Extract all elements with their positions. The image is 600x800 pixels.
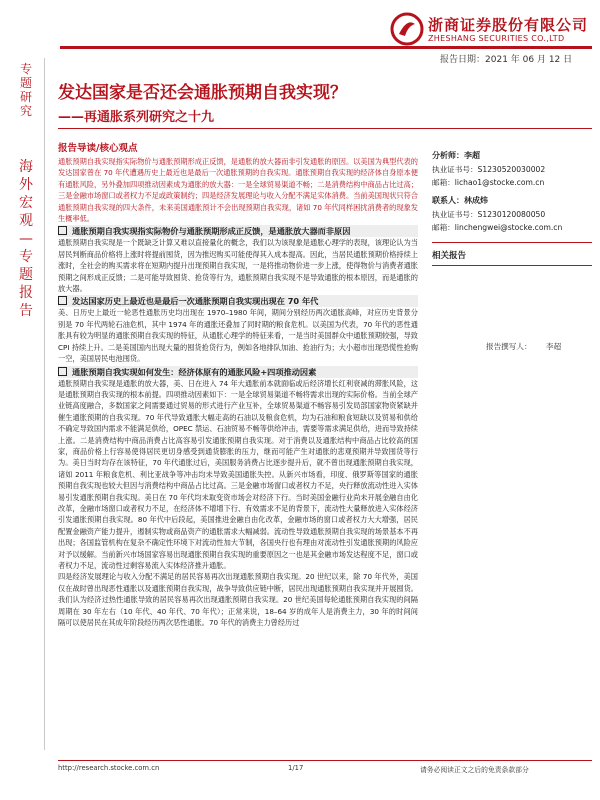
author-label: 报告撰写人： — [486, 342, 532, 351]
company-name-cn: 浙商证券股份有限公司 — [428, 16, 589, 34]
section-1-heading — [58, 225, 418, 237]
company-logo — [390, 10, 590, 50]
report-date-value: 2021 年 06 月 12 日 — [485, 55, 573, 65]
report-date — [440, 52, 572, 65]
analyst-cert: 执业证书号：S1230520030002 — [432, 165, 546, 174]
related-reports-title: 相关报告 — [432, 251, 467, 261]
section-2-heading — [58, 295, 418, 307]
checkbox-square-icon — [58, 226, 67, 235]
report-subtitle: ——再通胀系列研究之十九 — [58, 110, 215, 125]
section-3-text: 通胀预期自我实现是通胀的放大器，美、日在进入 74 年大通胀前本就面临或后经济增长红利衰减的滞胀风险，这是通胀预期自我实现的根本前提。四项推动因素如下：一是全球贸易渠道不畅将需求出现的实际价格。当前全球产业链高度融合，多数国家之间需要通过贸易的形式进行产业互补，全球贸易渠道不畅容易引发局部国家物资紧缺并催生通胀预期的自我实现。70 年代导致通胀大幅走高的石油以及粮食危机，均为石油和粮食短缺以及贸易和供给不确定导致国内需求不能满足供给，OPEC 禁运、石油贸易不畅等供给冲击，需要等需求满足供给，进而导致持续上涨。二是消费结构中商品消费占比高容易引发通胀预期自我实现。对于消费以及通胀结构中商品占比较高的国家，商品价格上行容易使得居民更切身感受到通货膨胀的压力，继而可能产生对通胀的悲观预期并导致囤货等行为。美日当时均存在该特征，70 年代通胀过后，美国服务消费占比逐步提升后，就不曾出现通胀预期自我实现，诸如 2011 年粮食危机、利比亚战争等冲击均未导致美国通胀失控。从新兴市场看，印度、俄罗斯等国家的通胀预期自我实现也较大但因与消费结构中商品占比过高。三是金融市场窗口或者权力不足，央行释放流动性进入实体易引发通胀预期自我实现。美日在 70 年代均未取变资市场会对经济下行。当时美国金融行业尚未开展金融自由化改革，金融市场窗口或者权力不足，在经济体不增增下行、有效需求不足的背景下，流动性大量释放进入实体经济引发通胀预期自我实现。80 年代中后段起，美国推进金融自由化改革，金融市场的窗口或者权力大大增强，居民配置金融资产能力提升，遏制实物或商品资产的通胀需求大幅减弱。流动性导致通胀预期自我实现的场景基本不再出现；各国监管机构在复杂不确定性环境下对流动性加大节制，各国央行也有理由对流动性引发通胀预期的风险应对予以缓解。当前新兴市场国家容易出现通胀预期自我实现的重要原因之一也是其金融市场发达程度不足，窗口或者权力不足，流动性过剩容易流入实体经济推升通胀。 — [58, 378, 418, 570]
section-1-heading-text: 通胀预期自我实现指实际物价与通胀预期形成正反馈，是通胀放大器而非原因 — [72, 226, 351, 237]
panel-divider — [432, 242, 592, 243]
section-3-heading — [58, 366, 418, 378]
report-title: 发达国家是否还会通胀预期自我实现？ — [58, 83, 347, 103]
section-2-heading-text: 发达国家历史上最近也是最后一次通胀预期自我实现出现在 70 年代 — [72, 296, 319, 307]
title-divider — [58, 128, 592, 129]
checkbox-square-icon — [58, 296, 67, 305]
section-4-text: 四是经济发展理论与收入分配不满足的居民容易再次出现通胀预期自我实现。20 世纪以来，除 70 年代外，美国仅在战时曾出现恶性通胀以及通胀预期自我实现，战争导致供应链中断，居民出现通胀预期自我实现并开展囤货。我们认为经济过热性通胀导致的居民容易再次出现通胀预期自我实现。20 世纪美国每轮通胀预期自我实现的间隔周期在 30 年左右（10 年代、40 年代、70 年代）；正常来说，18–64 岁的成年人是消费主力，30 年的时间间隔可以使居民在其成年阶段经历两次恶性通胀。70 年代的消费主力曾经历过 — [58, 572, 418, 628]
guide-text: 通胀预期自我实现指实际物价与通胀预期形成正反馈，是通胀的放大器而非引发通胀的原因。以美国为典型代表的发达国家曾在 70 年代遭遇历史上最近也是最后一次通胀预期的自我实现。通胀预期自我实现的经济体自身原本便有通胀风险，另外叠加四项推动因素成为通胀的放大器：一是全球贸易渠道不畅；二是消费结构中商品占比过高；三是金融市场窗口或者权力不足或政策制约；四是经济发展理论与收入分配不满足实体消费。当前美国现状只符合通胀预期自我实现的四大条件，未来美国通胀预计不会出现预期自我实现，诸如 70 年代同样困扰消费者的现象发生概率低。 — [58, 157, 418, 224]
related-reports-divider — [432, 265, 592, 266]
sidebar-divider — [44, 58, 45, 750]
analyst-role: 分析师：李超 — [432, 151, 480, 160]
contact-cert: 执业证书号：S1230120080050 — [432, 210, 546, 219]
report-date-label: 报告日期： — [440, 55, 486, 65]
author-name: 李超 — [546, 342, 562, 351]
section-3-heading-text: 通胀预期自我实现如何发生：经济体原有的通胀风险+四项推动因素 — [72, 366, 317, 377]
header-divider — [60, 46, 592, 49]
footer-url[interactable]: http://research.stocke.com.cn — [58, 764, 160, 772]
contact-role: 联系人：林成炜 — [432, 196, 488, 205]
guide-title: 报告导读/核心观点 — [58, 143, 138, 154]
sidebar-tag-topic: 专题研究 — [19, 62, 32, 118]
company-logo-icon — [390, 12, 424, 46]
analyst-email[interactable]: 邮箱：lichao1@stocke.com.cn — [432, 178, 545, 187]
page-number: 1/17 — [288, 764, 304, 772]
sidebar-tag-report-type: 海外宏观—专题报告 — [19, 159, 33, 319]
analyst-panel — [432, 150, 592, 266]
report-author — [486, 341, 561, 352]
section-1-text: 通胀预期自我实现是一个既缺乏计算又难以直接量化的概念，我们以为该现象是通胀心理学的表现，该理论认为当居民判断商品价格将上涨时将提前囤货，因为推迟购买可能使得其入成本提高。因此，当居民通胀预期价格持续上涨时，全社会的购买需求将在短期内提升出现预期自我实现，一是将推动物价进一步上涨，使得物价与消费者通胀预期之间形成正反馈；二是可能导致囤货、抢货等行为，通胀预期自我实现不是导致通胀的根本原因，而是通胀的放大器。 — [58, 238, 418, 294]
contact-email[interactable]: 邮箱：linchengwei@stocke.com.cn — [432, 223, 563, 232]
main-content — [58, 140, 418, 628]
disclaimer-note: 请务必阅读正文之后的免责条款部分 — [420, 766, 529, 774]
company-name-en: ZHESHANG SECURITIES CO.,LTD — [428, 34, 565, 43]
footer-divider — [58, 760, 592, 761]
section-2-text: 美、日历史上最近一轮恶性通胀历史均出现在 1970–1980 年间，期间分别经历两次通胀高峰，对应历史背景分别是 70 年代两轮石油危机，其中 1974 年的通胀还叠加了同时期的粮食危机。以美国为代表，70 年代的恶性通胀具有较为明显的通胀预期自我实现的特征，从通胀心理学的特征来看，一是当时美国群众中通胀预期较强，导致 CPI 持续上升。二是美国国内出现大量的囤货抢货行为，例如各地排队加油、抢油行为；大小超市出现恐慌性抢购一空，美国居民电池囤货。 — [58, 308, 418, 364]
checkbox-square-icon — [58, 367, 67, 376]
